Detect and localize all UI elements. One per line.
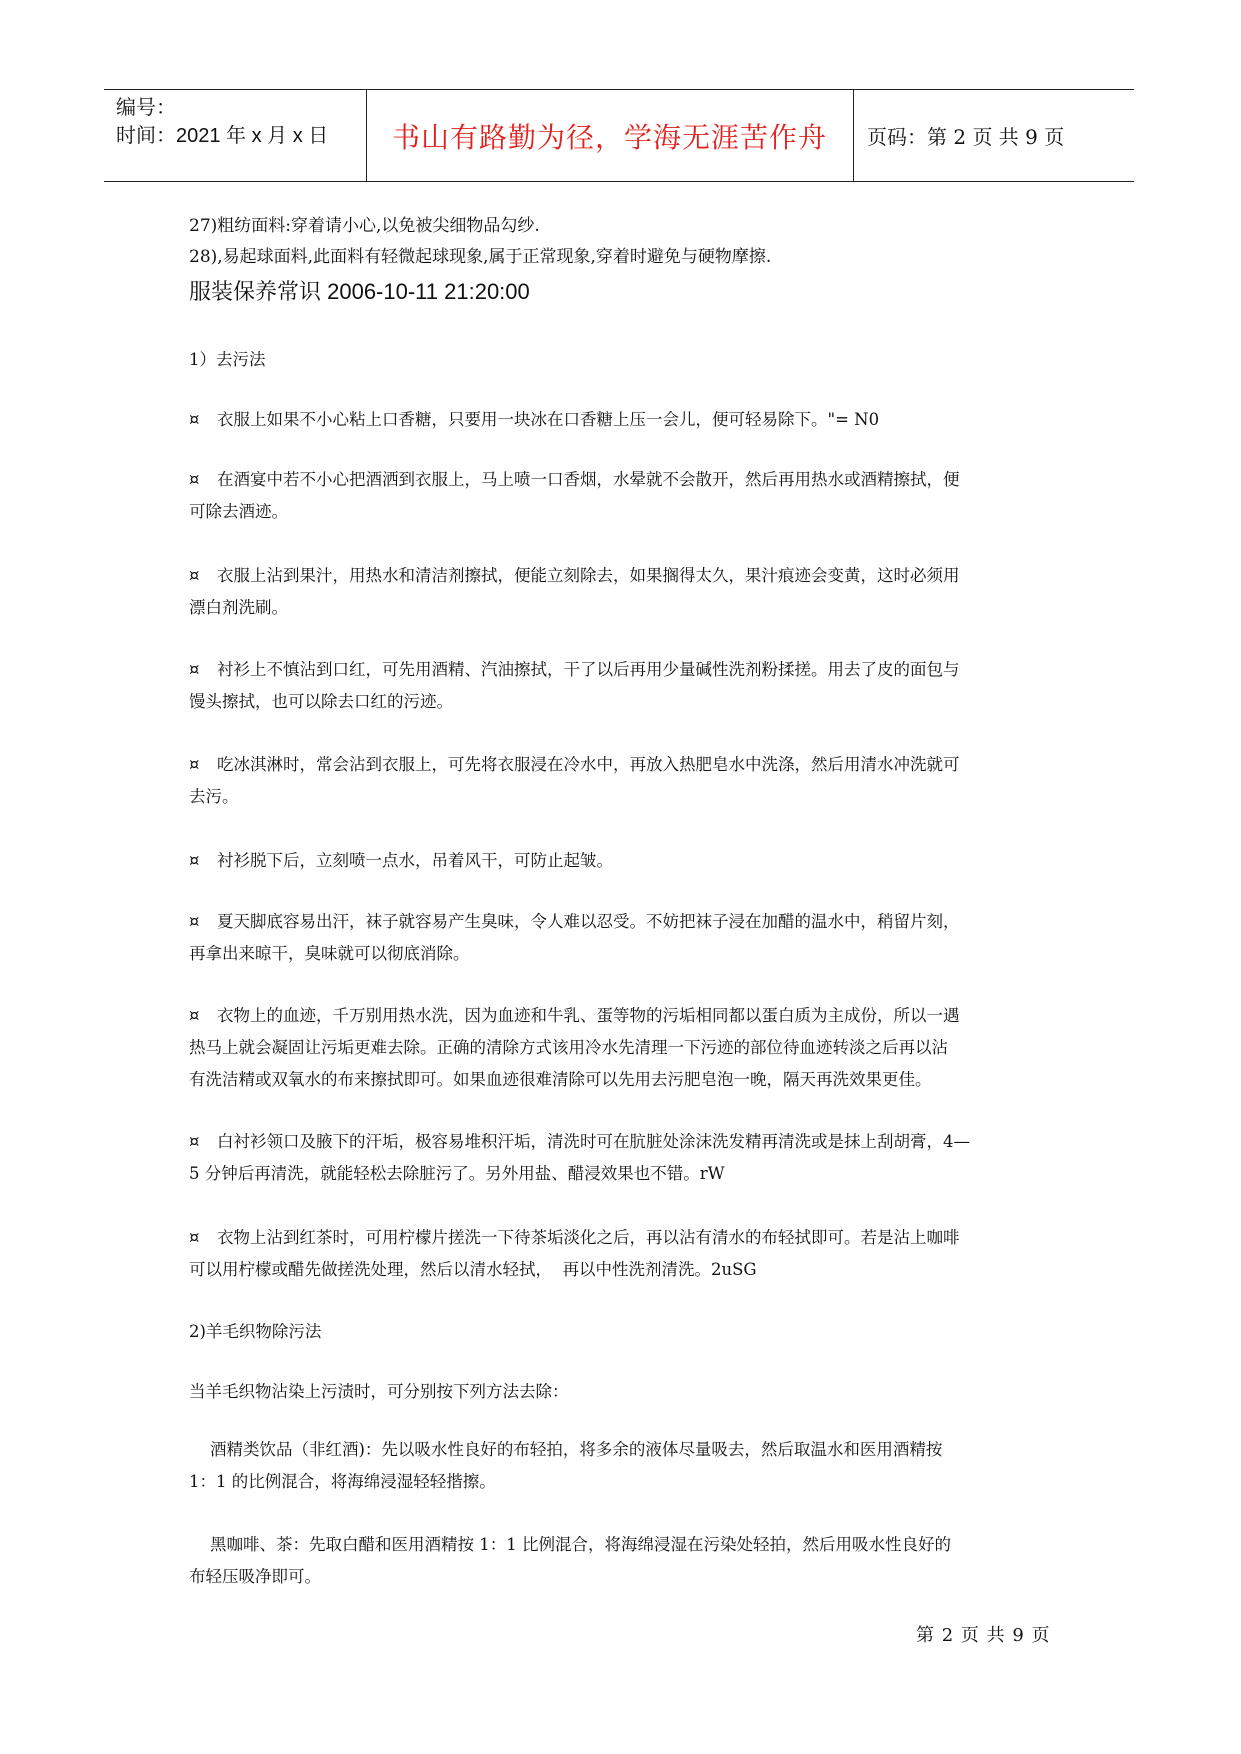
paragraph-text: 衣物上沾到红茶时，可用柠檬片搓洗一下待茶垢淡化之后，再以沾有清水的布轻拭即可。若是沾上咖啡 bbox=[217, 1228, 960, 1247]
paragraph-line bbox=[189, 592, 1059, 624]
header-meta bbox=[116, 94, 328, 150]
article-title: 服装保养常识 2006-10-11 21:20:00 bbox=[189, 279, 530, 304]
paragraph-text: 2)羊毛织物除污法 bbox=[189, 1322, 322, 1341]
paragraph bbox=[189, 1000, 1059, 1096]
text-line: 27)粗纺面料:穿着请小心,以免被尖细物品勾纱. bbox=[189, 216, 540, 236]
paragraph-text: 5 分钟后再清洗，就能轻松去除脏污了。另外用盐、醋浸效果也不错。rW bbox=[189, 1164, 725, 1183]
paragraph bbox=[189, 1434, 1059, 1498]
paragraph-text: 吃冰淇淋时，常会沾到衣服上，可先将衣服浸在冷水中，再放入热肥皂水中洗涤，然后用清水冲洗就可 bbox=[217, 755, 960, 774]
bullet-icon: ¤ bbox=[189, 851, 200, 870]
paragraph-text: 馒头擦拭，也可以除去口红的污迹。 bbox=[189, 692, 453, 711]
paragraph-line bbox=[189, 1126, 1059, 1158]
paragraph-text: 当羊毛织物沾染上污渍时，可分别按下列方法去除： bbox=[189, 1382, 569, 1401]
paragraph-text: 1）去污法 bbox=[189, 350, 266, 369]
paragraph-line bbox=[189, 1158, 1059, 1190]
paragraph-line bbox=[189, 1529, 1059, 1561]
paragraph-line bbox=[189, 404, 1059, 436]
page-footer: 第 2 页 共 9 页 bbox=[916, 1625, 1051, 1646]
paragraph bbox=[189, 906, 1059, 970]
bullet-icon: ¤ bbox=[189, 912, 200, 931]
paragraph-line bbox=[189, 686, 1059, 718]
bullet-icon: ¤ bbox=[189, 566, 200, 585]
paragraph-line bbox=[189, 845, 1059, 877]
paragraph-line bbox=[189, 1064, 1059, 1096]
paragraph-text: 白衬衫领口及腋下的汗垢，极容易堆积汗垢，清洗时可在肮脏处涂沫洗发精再清洗或是抹上刮胡膏，4— bbox=[217, 1132, 970, 1151]
paragraph bbox=[189, 845, 1059, 877]
paragraph-line bbox=[189, 1376, 1059, 1408]
paragraph-line bbox=[189, 749, 1059, 781]
text-line: 28),易起球面料,此面料有轻微起球现象,属于正常现象,穿着时避免与硬物摩擦. bbox=[189, 247, 772, 267]
paragraph-line bbox=[189, 560, 1059, 592]
paragraph-text: 热马上就会凝固让污垢更难去除。正确的清除方式该用冷水先清理一下污迹的部位待血迹转淡之后再以沾 bbox=[189, 1038, 948, 1057]
paragraph-text: 布轻压吸净即可。 bbox=[189, 1567, 321, 1586]
document-time: 时间：2021 年 x 月 x 日 bbox=[116, 125, 329, 147]
paragraph bbox=[189, 404, 1059, 436]
bullet-icon: ¤ bbox=[189, 755, 200, 774]
paragraph-line bbox=[189, 1222, 1059, 1254]
intro-block bbox=[189, 211, 1059, 309]
header-table bbox=[104, 89, 1134, 182]
bullet-icon: ¤ bbox=[189, 1132, 200, 1151]
header-motto: 书山有路勤为径，学海无涯苦作舟 bbox=[391, 120, 827, 154]
paragraph-text: 衣物上的血迹，千万别用热水洗，因为血迹和牛乳、蛋等物的污垢相同都以蛋白质为主成份，所以一遇 bbox=[217, 1006, 960, 1025]
paragraph bbox=[189, 1222, 1059, 1286]
bullet-icon: ¤ bbox=[189, 410, 200, 429]
paragraph-line bbox=[189, 781, 1059, 813]
paragraph bbox=[189, 1126, 1059, 1190]
bullet-icon: ¤ bbox=[189, 1006, 200, 1025]
paragraph-text: 衣服上沾到果汁，用热水和清洁剂擦拭，便能立刻除去，如果搁得太久，果汁痕迹会变黄，这时必须用 bbox=[217, 566, 960, 585]
paragraph bbox=[189, 560, 1059, 624]
paragraph-text: 衣服上如果不小心粘上口香糖，只要用一块冰在口香糖上压一会儿，便可轻易除下。"= N0 bbox=[217, 410, 880, 429]
paragraph-text: 再拿出来晾干，臭味就可以彻底消除。 bbox=[189, 944, 470, 963]
paragraph-text: 有洗洁精或双氧水的布来擦拭即可。如果血迹很难清除可以先用去污肥皂泡一晚，隔天再洗效果更佳。 bbox=[189, 1070, 932, 1089]
header-page-number: 页码：第 2 页 共 9 页 bbox=[867, 125, 1065, 149]
paragraph bbox=[189, 464, 1059, 528]
paragraph-text: 夏天脚底容易出汗，袜子就容易产生臭味，令人难以忍受。不妨把袜子浸在加醋的温水中，稍留片刻， bbox=[217, 912, 960, 931]
paragraph-text: 黑咖啡、茶：先取白醋和医用酒精按 1：1 比例混合，将海绵浸湿在污染处轻拍，然后用吸水性良好的 bbox=[189, 1535, 951, 1554]
paragraph-line bbox=[189, 1434, 1059, 1466]
paragraph bbox=[189, 654, 1059, 718]
paragraph-line bbox=[189, 496, 1059, 528]
paragraph-line bbox=[189, 464, 1059, 496]
paragraph-text: 可除去酒迹。 bbox=[189, 502, 288, 521]
paragraph-line bbox=[189, 1561, 1059, 1593]
paragraph-line bbox=[189, 938, 1059, 970]
paragraph-line bbox=[189, 1466, 1059, 1498]
paragraph-text: 衬衫上不慎沾到口红，可先用酒精、汽油擦拭，干了以后再用少量碱性洗剂粉揉搓。用去了皮的面包与 bbox=[217, 660, 960, 679]
paragraph-line bbox=[189, 344, 1059, 376]
paragraph bbox=[189, 749, 1059, 813]
paragraph-line bbox=[189, 1316, 1059, 1348]
paragraph bbox=[189, 344, 1059, 376]
paragraph-text: 漂白剂洗刷。 bbox=[189, 598, 288, 617]
paragraph bbox=[189, 1316, 1059, 1348]
paragraph-line bbox=[189, 1032, 1059, 1064]
paragraph-text: 可以用柠檬或醋先做搓洗处理，然后以清水轻拭， 再以中性洗剂清洗。2uSG bbox=[189, 1260, 757, 1279]
bullet-icon: ¤ bbox=[189, 660, 200, 679]
paragraph-text: 酒精类饮品（非红酒)：先以吸水性良好的布轻拍，将多余的液体尽量吸去，然后取温水和医用酒精按 bbox=[189, 1440, 943, 1459]
header-divider bbox=[853, 90, 854, 181]
paragraph-text: 1：1 的比例混合，将海绵浸湿轻轻揩擦。 bbox=[189, 1472, 496, 1491]
paragraph-line bbox=[189, 654, 1059, 686]
document-number: 编号： bbox=[116, 97, 176, 119]
bullet-icon: ¤ bbox=[189, 1228, 200, 1247]
bullet-icon: ¤ bbox=[189, 470, 200, 489]
paragraph-line bbox=[189, 1254, 1059, 1286]
paragraph-text: 去污。 bbox=[189, 787, 239, 806]
paragraph-line bbox=[189, 1000, 1059, 1032]
paragraph-text: 衬衫脱下后，立刻喷一点水，吊着风干，可防止起皱。 bbox=[217, 851, 613, 870]
paragraph bbox=[189, 1376, 1059, 1408]
paragraph-text: 在酒宴中若不小心把酒洒到衣服上，马上喷一口香烟，水晕就不会散开，然后再用热水或酒精擦拭，便 bbox=[217, 470, 960, 489]
paragraph bbox=[189, 1529, 1059, 1593]
paragraph-line bbox=[189, 906, 1059, 938]
